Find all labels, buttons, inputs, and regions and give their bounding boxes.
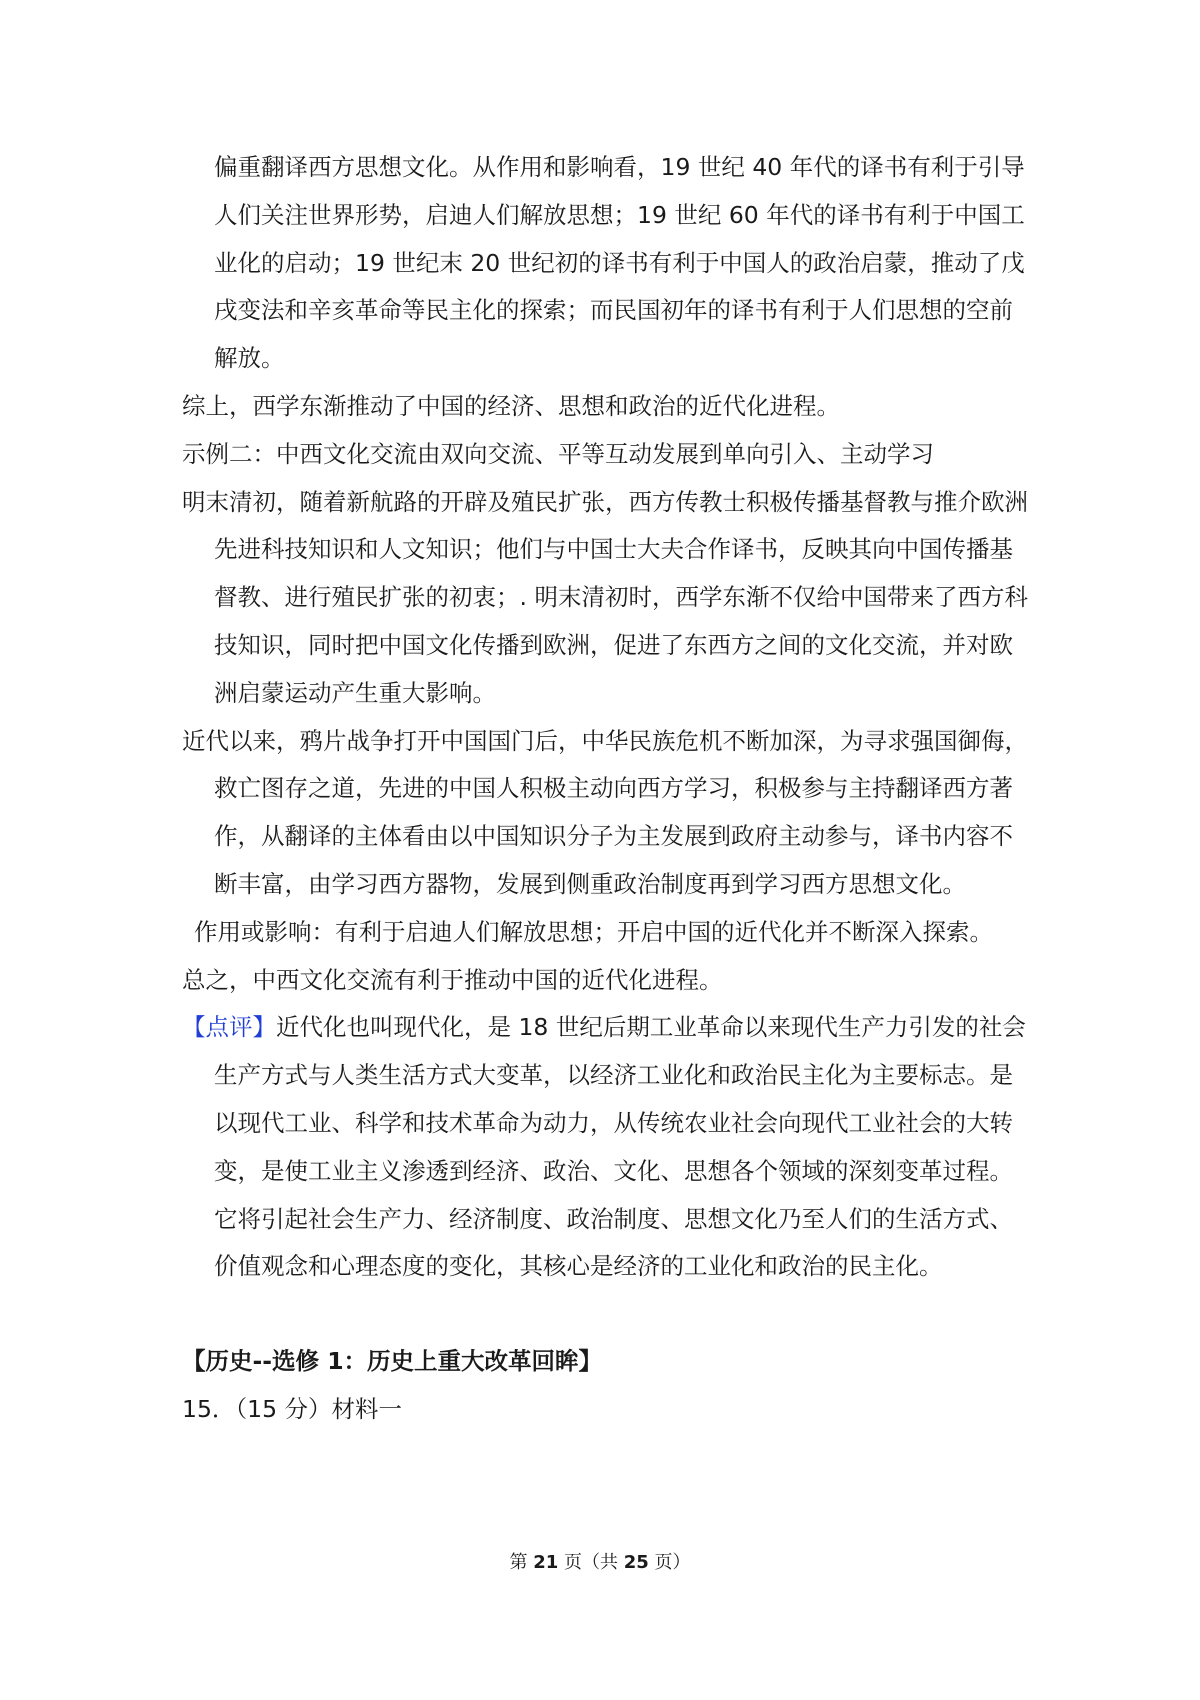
paragraph-commentary bbox=[182, 1004, 1032, 1291]
paragraph-translation-effects: 偏重翻译西方思想文化。从作用和影响看，19 世纪 40 年代的译书有利于引导人们关注世界形势，启迪人们解放思想；19 世纪 60 年代的译书有利于中国工业化的启动；19 世纪末 20 世纪初的译书有利于中国人的政治启蒙，推动了戊戌变法和辛亥革命等民主化的探索；而民国初年的译书有利于人们思想的空前解放。 bbox=[214, 153, 1025, 373]
commentary-text: 近代化也叫现代化，是 18 世纪后期工业革命以来现代生产力引发的社会生产方式与人类生活方式大变革，以经济工业化和政治民主化为主要标志。是以现代工业、科学和技术革命为动力，从传统农业社会向现代工业社会的大转变，是使工业主义渗透到经济、政治、文化、思想各个领域的深刻变革过程。它将引起社会生产力、经济制度、政治制度、思想文化乃至人们的生活方式、价值观念和心理态度的变化，其核心是经济的工业化和政治的民主化。 bbox=[214, 1013, 1026, 1281]
page-footer bbox=[0, 1548, 1200, 1574]
document-body bbox=[182, 144, 1032, 1434]
paragraph-summary-one: 综上，西学东渐推动了中国的经济、思想和政治的近代化进程。 bbox=[182, 391, 840, 420]
footer-page-number: 21 bbox=[533, 1552, 559, 1573]
commentary-tag: 【点评】 bbox=[182, 1013, 276, 1042]
paragraph-effects: 作用或影响：有利于启迪人们解放思想；开启中国的近代化并不断深入探索。 bbox=[194, 917, 993, 946]
section-heading: 【历史--选修 1：历史上重大改革回眸】 bbox=[182, 1347, 603, 1376]
section-gap bbox=[182, 1291, 1032, 1338]
paragraph-modern-era: 近代以来，鸦片战争打开中国国门后，中华民族危机不断加深，为寻求强国御侮，救亡图存之道，先进的中国人积极主动向西方学习，积极参与主持翻译西方著作，从翻译的主体看由以中国知识分子为主发展到政府主动参与，译书内容不断丰富，由学习西方器物，发展到侧重政治制度再到学习西方思想文化。 bbox=[182, 726, 1028, 898]
footer-mid: 页（共 bbox=[564, 1552, 618, 1573]
footer-suffix: 页） bbox=[654, 1552, 691, 1573]
footer-prefix: 第 bbox=[509, 1552, 528, 1573]
question-line: 15．（15 分）材料一 bbox=[182, 1394, 403, 1423]
paragraph-example-two: 示例二：中西文化交流由双向交流、平等互动发展到单向引入、主动学习 bbox=[182, 439, 934, 468]
paragraph-ming-qing: 明末清初，随着新航路的开辟及殖民扩张，西方传教士积极传播基督教与推介欧洲先进科技知识和人文知识；他们与中国士大夫合作译书，反映其向中国传播基督教、进行殖民扩张的初衷；. 明末清初时，西学东渐不仅给中国带来了西方科技知识，同时把中国文化传播到欧洲，促进了东西方之间的文化交流，并对欧洲启蒙运动产生重大影响。 bbox=[182, 487, 1028, 707]
paragraph-conclusion: 总之，中西文化交流有利于推动中国的近代化进程。 bbox=[182, 965, 723, 994]
footer-total-pages: 25 bbox=[623, 1552, 649, 1573]
